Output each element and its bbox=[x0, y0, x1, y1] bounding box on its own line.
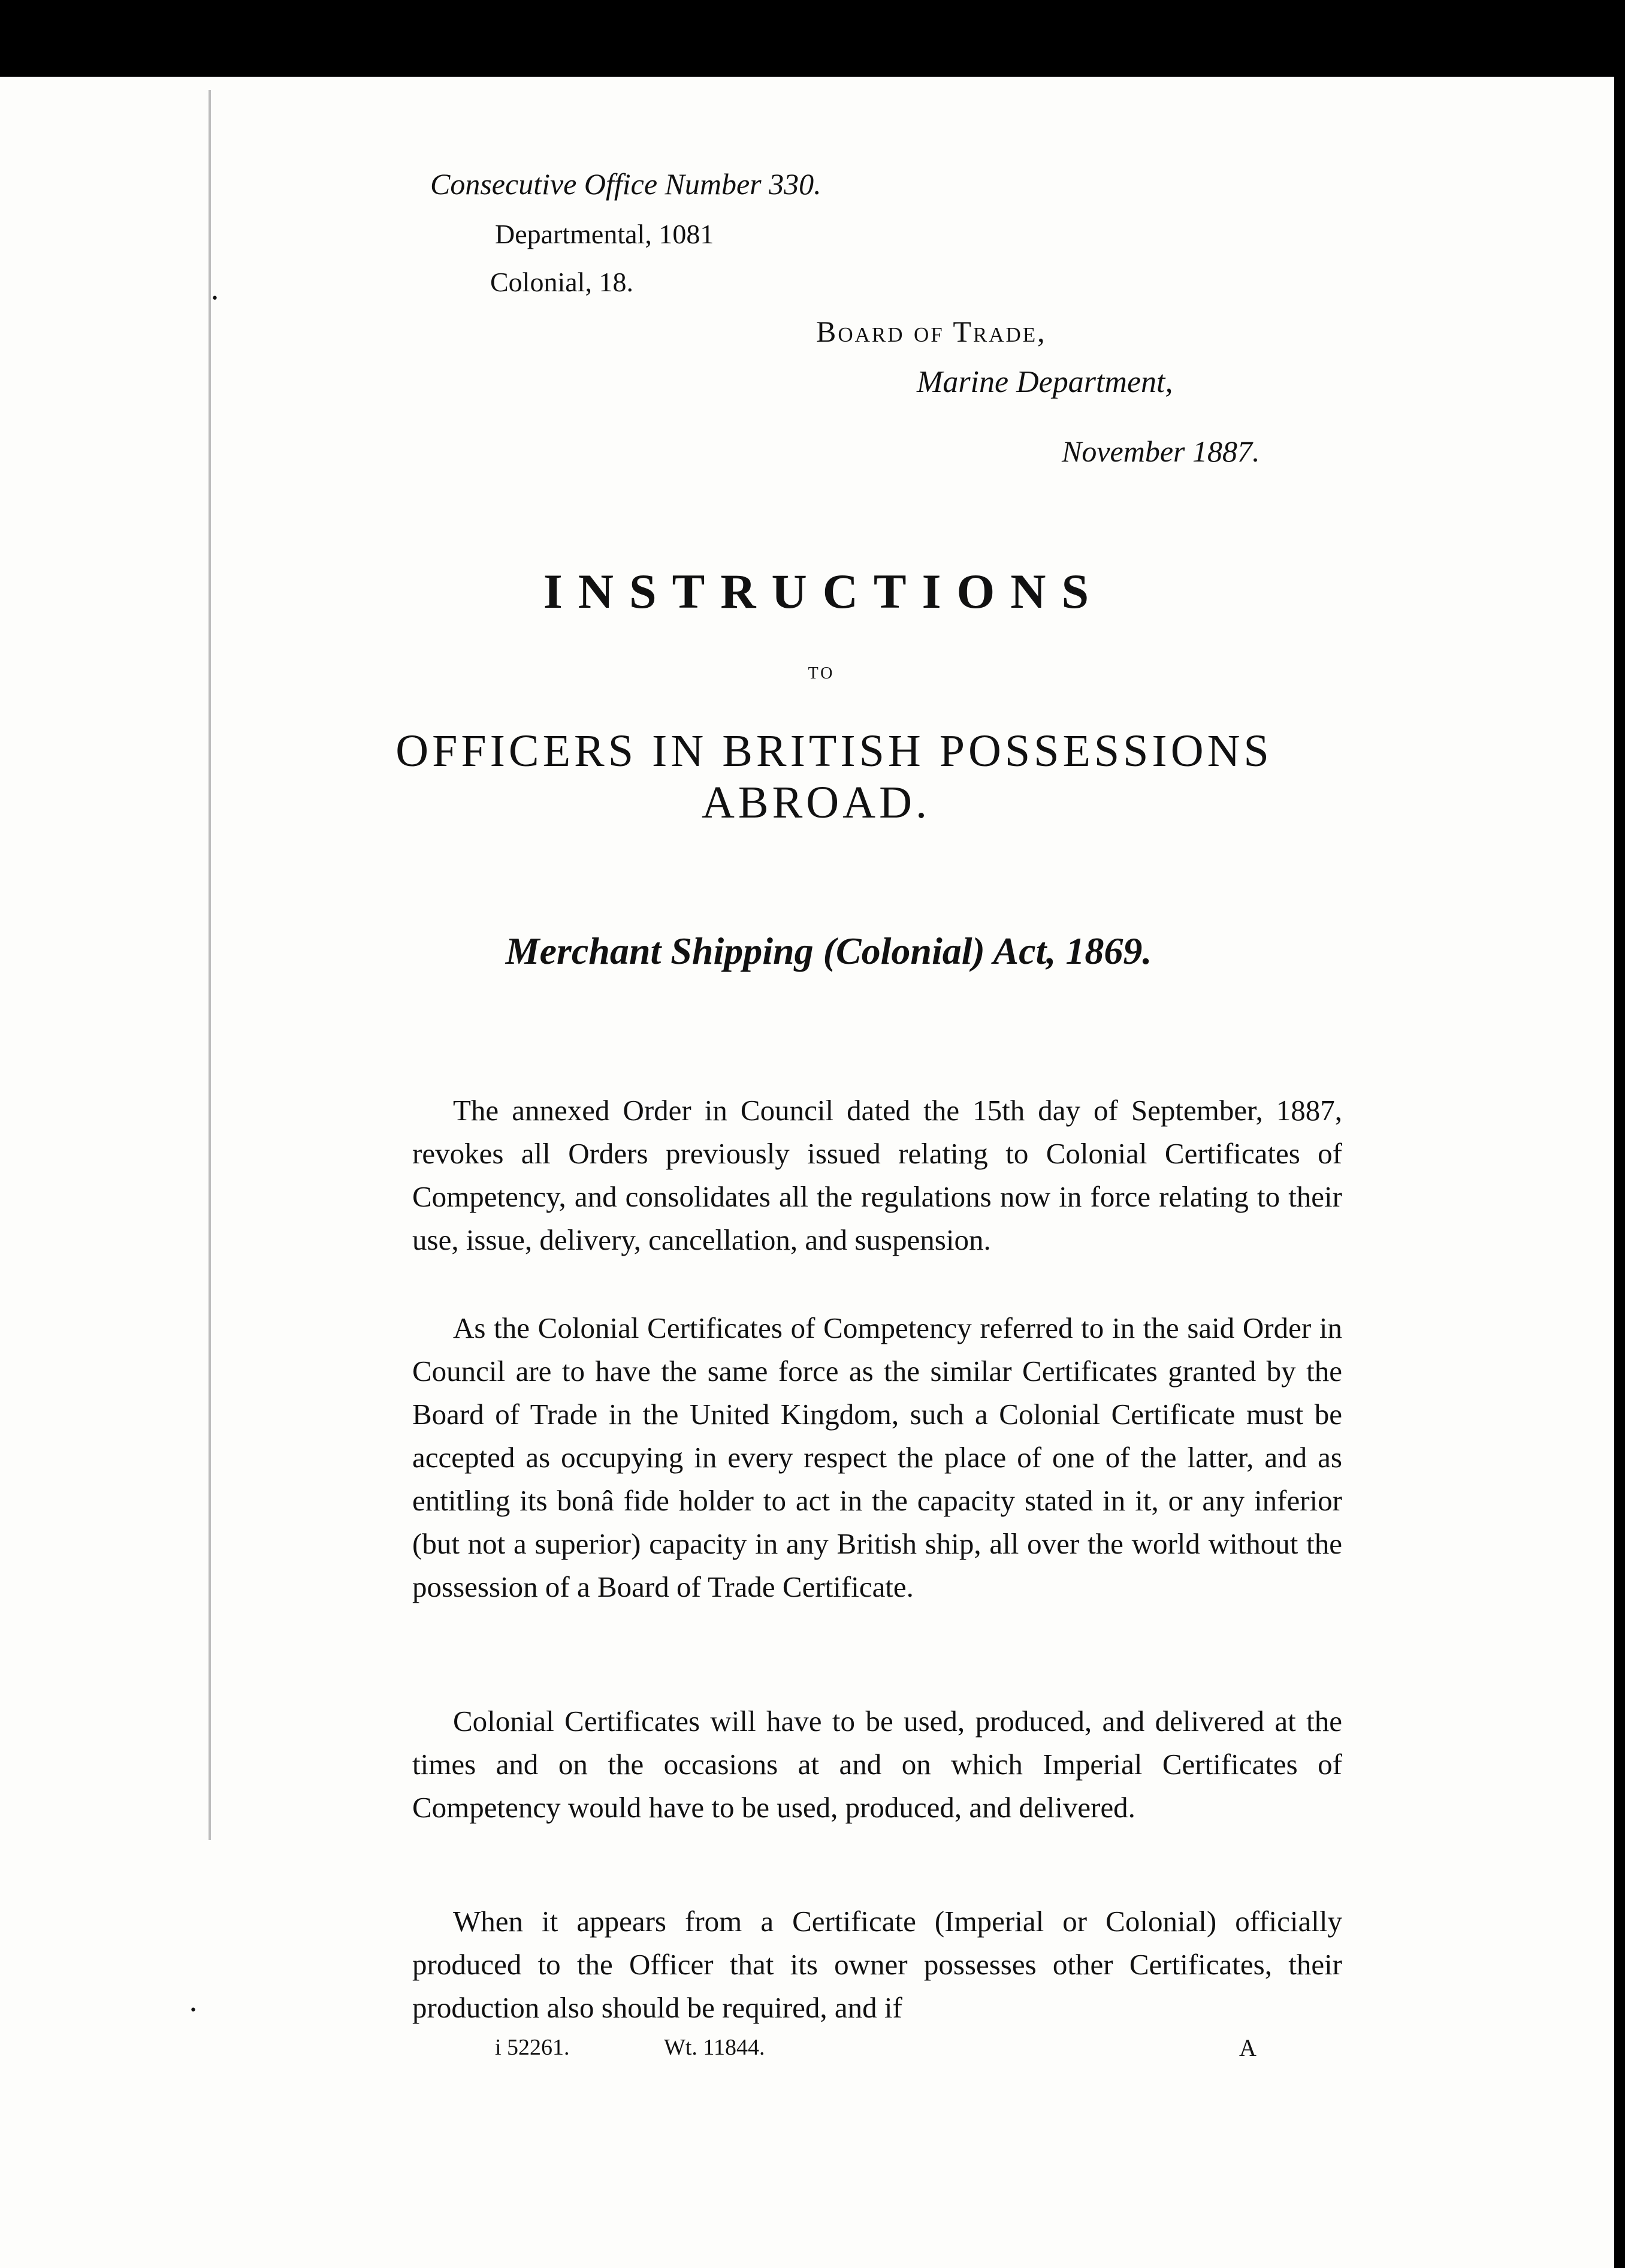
departmental-number: Departmental, 1081 bbox=[495, 219, 714, 249]
board-of-trade: Board of Trade, bbox=[816, 315, 1047, 348]
paragraph-order-in-council: The annexed Order in Council dated the 15th day of September, 1887, revokes all Orders previously issued relating to Colonial Certificates of Competency, and consolidates all the regulations now in force relating to their use, issue, delivery, cancellation, and suspension. bbox=[412, 1094, 1342, 1256]
marine-department: Marine Department, bbox=[917, 365, 1173, 399]
title-instructions: INSTRUCTIONS bbox=[543, 564, 1105, 619]
title-connector: TO bbox=[808, 664, 835, 683]
title-abroad: ABROAD. bbox=[702, 777, 931, 828]
scan-speck: • bbox=[211, 291, 219, 306]
footer-signature-mark: A bbox=[1239, 2034, 1256, 2061]
footer-print-reference: i 52261. bbox=[495, 2035, 570, 2060]
document-date: November 1887. bbox=[1062, 435, 1260, 468]
scan-speck: • bbox=[189, 2003, 197, 2018]
colonial-number: Colonial, 18. bbox=[490, 267, 633, 297]
paragraph-other-certificates: When it appears from a Certificate (Imperial or Colonial) officially produced to the Officer that its owner possesses other Certificates, their production also should be required, and if bbox=[412, 1905, 1342, 2024]
consecutive-office-number: Consecutive Office Number 330. bbox=[430, 167, 821, 201]
paragraph-certificate-force: As the Colonial Certificates of Competency referred to in the said Order in Council are to have the same force as the similar Certificates granted by the Board of Trade in the United Kingdom, such a Colonial Certificate must be accepted as occupying in every respect the place of one of the latter, and as entitling its bonâ fide holder to act in the capacity stated in it, or any inferior (but not a superior) capacity in any British ship, all over the world without the possession of a Board of Trade Certificate. bbox=[412, 1311, 1342, 1603]
footer-wt-number: Wt. 11844. bbox=[664, 2035, 765, 2060]
act-title: Merchant Shipping (Colonial) Act, 1869. bbox=[505, 930, 1152, 972]
paragraph-certificate-use: Colonial Certificates will have to be used, produced, and delivered at the times and on the occasions at and on which Imperial Certificates of Competency would have to be used, produced, and delivered. bbox=[412, 1705, 1342, 1824]
title-officers: OFFICERS IN BRITISH POSSESSIONS bbox=[395, 726, 1273, 776]
